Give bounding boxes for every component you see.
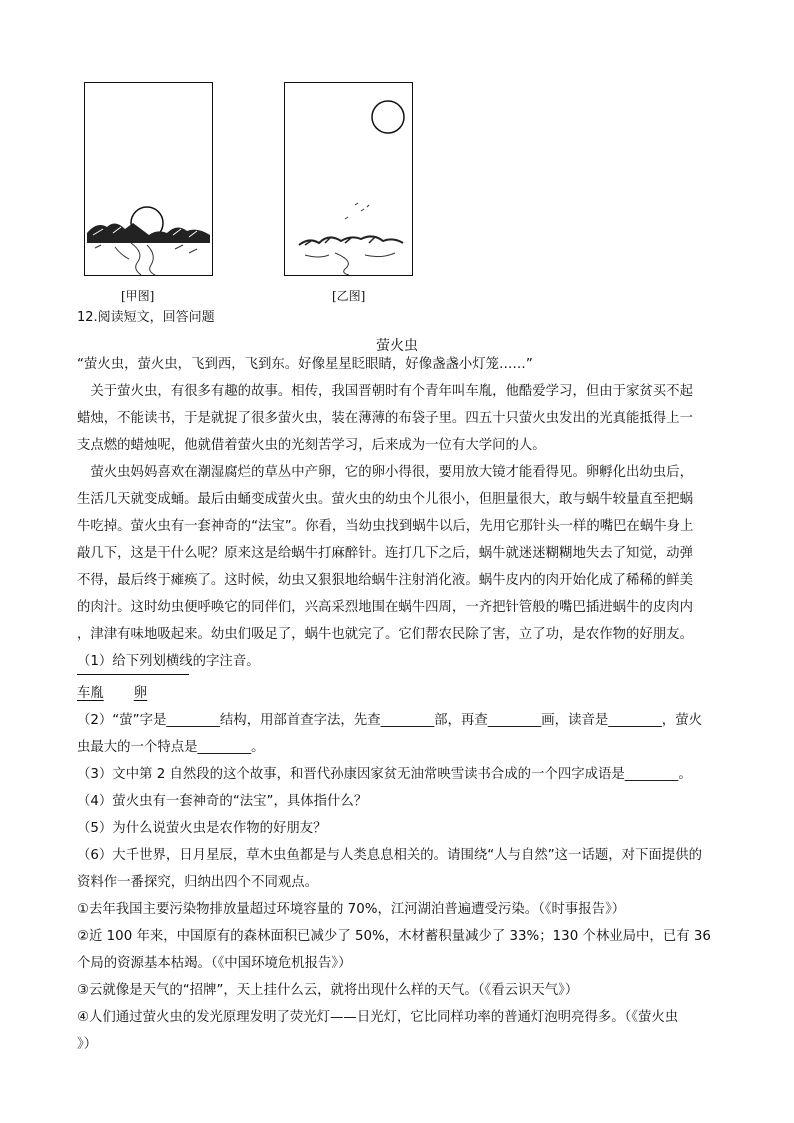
question-5: （5）为什么说萤火虫是农作物的好朋友？ [77, 821, 327, 836]
material-3: ③云就像是天气的“招牌”，天上挂什么云，就将出现什么样的天气。（《看云识天气》） [77, 983, 579, 998]
article-title: 萤火虫 [376, 338, 418, 354]
sunset-landscape-illustration [85, 83, 212, 275]
paragraph-line: 生活几天就变成蛹。最后由蛹变成萤火虫。萤火虫的幼虫个儿很小，但胆量很大，敢与蜗牛较量直至把蜗 [77, 492, 693, 507]
pinyin-words-row [77, 685, 147, 703]
moonrise-landscape-illustration [285, 83, 412, 275]
question-2-line: 虫最大的一个特点是________。 [77, 740, 265, 755]
question-1: （1）给下列划横线的字注音。 [77, 654, 260, 669]
river-lines [305, 253, 395, 275]
question-3: （3）文中第 2 自然段的这个故事，和晋代孙康因家贫无油常映雪读书合成的一个四字成语是________。 [77, 767, 692, 782]
grass-strokes [95, 245, 197, 253]
paragraph-line: 的肉汁。这时幼虫便呼唤它的同伴们，兴高采烈地围在蜗牛四周，一齐把针管般的嘴巴插进蜗牛的皮肉内 [77, 600, 693, 615]
underlined-word: 车胤 [77, 686, 104, 701]
pinyin-answer-blank [77, 674, 189, 675]
paragraph-line: 关于萤火虫，有很多有趣的故事。相传，我国晋朝时有个青年叫车胤，他酷爱学习，但由于家贫买不起 [77, 384, 693, 399]
paragraph-line: 敲几下，这是干什么呢？原来这是给蜗牛打麻醉针。连打几下之后，蜗牛就迷迷糊糊地失去了知觉，动弹 [77, 546, 693, 561]
paragraph-line: 牛吃掉。萤火虫有一套神奇的“法宝”。你看，当幼虫找到蜗牛以后，先用它那针头一样的嘴巴在蜗牛身上 [77, 519, 694, 534]
question-header: 12.阅读短文，回答问题 [77, 310, 215, 325]
material-4: ④人们通过萤火虫的发光原理发明了荧光灯——日光灯，它比同样功率的普通灯泡明亮得多。（《萤火虫 [77, 1010, 679, 1025]
question-2-line: （2）“萤”字是________结构，用部首查字法，先查________部，再查________画，读音是________，萤火 [77, 713, 702, 728]
question-6-line: 资料作一番探究，归纳出四个不同观点。 [77, 875, 319, 890]
distant-hills [299, 236, 403, 245]
paragraph-line: 萤火虫妈妈喜欢在潮湿腐烂的草丛中产卵，它的卵小得很，要用放大镜才能看得见。卵孵化出幼虫后， [77, 465, 693, 480]
paragraph-line: 不得，最后终于瘫痪了。这时候，幼虫又狠狠地给蜗牛注射消化液。蜗牛皮内的肉开始化成了稀稀的鲜美 [77, 573, 693, 588]
question-6-line: （6）大千世界，日月星辰，草木虫鱼都是与人类息息相关的。请围绕“人与自然”这一话题，对下面提供的 [77, 848, 702, 863]
poem-line: “萤火虫，萤火虫，飞到西，飞到东。好像星星眨眼睛，好像盏盏小灯笼……” [77, 357, 533, 372]
river-lines [115, 243, 155, 275]
bird-marks [345, 203, 369, 219]
material-4-cont: 》） [77, 1037, 98, 1052]
paragraph-line: 蜡烛，不能读书，于是就捉了很多萤火虫，装在薄薄的布袋子里。四五十只萤火虫发出的光真能抵得上一 [77, 411, 693, 426]
figure-yi-caption: [乙图] [332, 289, 366, 303]
material-2-cont: 个局的资源基本枯竭。（《中国环境危机报告》） [77, 956, 352, 971]
paragraph-line: ，津津有味地吸起来。幼虫们吸足了，蜗牛也就完了。它们帮农民除了害，立了功，是农作物的好朋友。 [77, 627, 693, 642]
figure-jia [84, 82, 213, 276]
paragraph-line: 支点燃的蜡烛呢，他就借着萤火虫的光刻苦学习，后来成为一位有大学问的人。 [77, 438, 546, 453]
figure-yi [284, 82, 413, 276]
moon-circle [372, 101, 404, 133]
material-1: ①去年我国主要污染物排放量超过环境容量的 70%，江河湖泊普遍遭受污染。（《时事报告》） [77, 902, 626, 917]
underlined-word: 卵 [133, 686, 148, 701]
figure-jia-caption: [甲图] [121, 289, 155, 303]
question-4: （4）萤火虫有一套神奇的“法宝”，具体指什么？ [77, 794, 368, 809]
material-2: ②近 100 年来，中国原有的森林面积已减少了 50%，木材蓄积量减少了 33%；130 个林业局中，已有 36 [77, 929, 711, 944]
